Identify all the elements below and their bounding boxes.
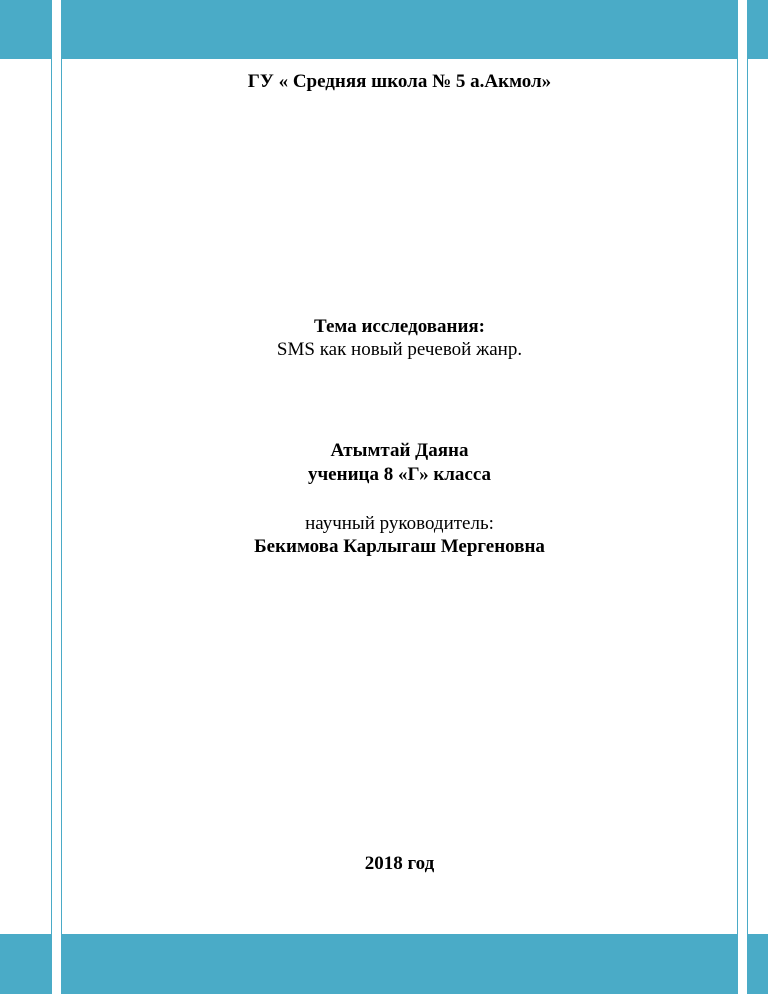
frame-line-right-inner [737, 0, 738, 994]
advisor-label: научный руководитель: [305, 513, 494, 534]
frame-band-top-left [0, 0, 51, 59]
frame-band-top-right [747, 0, 768, 59]
frame-line-right-outer [747, 0, 748, 994]
frame-band-bottom-right [747, 934, 768, 994]
school-name: ГУ « Средняя школа № 5 а.Акмол» [247, 71, 552, 92]
frame-line-left-inner [61, 0, 62, 994]
frame-band-top [62, 0, 737, 59]
topic-title: SMS как новый речевой жанр. [276, 339, 523, 360]
frame-band-bottom-left [0, 934, 51, 994]
advisor-name: Бекимова Карлыгаш Мергеновна [254, 536, 545, 557]
frame-line-left-outer [51, 0, 52, 994]
student-name: Атымтай Даяна [330, 440, 469, 461]
topic-label: Тема исследования: [314, 316, 485, 337]
frame-band-bottom [62, 934, 737, 994]
student-class: ученица 8 «Г» класса [307, 464, 492, 485]
year: 2018 год [364, 853, 435, 874]
